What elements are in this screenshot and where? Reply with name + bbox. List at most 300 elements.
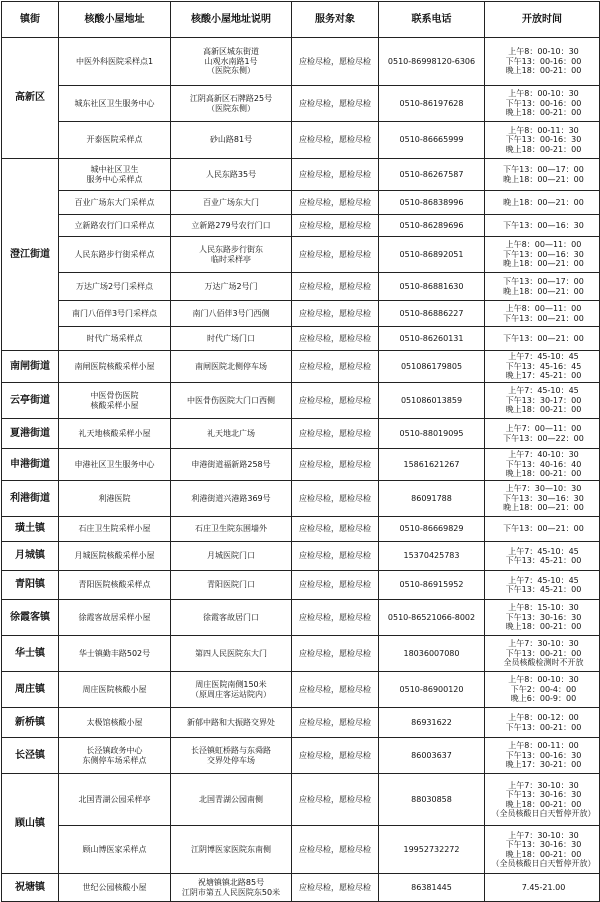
table-row (2, 600, 600, 636)
table-row (2, 449, 600, 481)
open-hours-line: 上午7：30-10：30 (508, 780, 579, 790)
service-target: 应检尽检，愿检尽检 (292, 301, 379, 327)
site-address-note-line: 人民东路35号 (205, 169, 257, 179)
open-hours-line: 晚上18：00-21：00 (505, 144, 582, 154)
open-hours (485, 273, 600, 301)
town-name: 高新区 (2, 38, 59, 159)
contact-phone: 86381445 (379, 874, 485, 902)
town-name: 利港街道 (2, 481, 59, 517)
site-address-note-line: 周庄医院南侧150米 (195, 680, 267, 689)
contact-phone: 0510-86881630 (379, 273, 485, 301)
site-address-note-line: 月城医院门口 (207, 551, 255, 561)
site-address (59, 708, 171, 738)
contact-phone: 0510-86838996 (379, 191, 485, 215)
site-address-line: 礼天地核酸采样小屋 (78, 428, 151, 438)
service-target: 应检尽检，愿检尽检 (292, 38, 379, 86)
open-hours-line: 下午13：30—16：30 (503, 493, 584, 503)
site-address-line: 北国青湖公园采样亭 (78, 794, 151, 804)
site-address-line: 月城医院核酸采样小屋 (74, 551, 155, 561)
open-hours-line: 上午8：00—11：00 (505, 240, 582, 250)
open-hours-line: 晚上18：00—21：00 (503, 259, 584, 269)
open-hours (485, 191, 600, 215)
site-address-line: 万达广场2号门采样点 (75, 281, 154, 291)
site-address-line: 太极馆核酸小屋 (86, 717, 143, 727)
site-address-note-line: 徐霞客故居门口 (203, 612, 259, 622)
contact-phone: 86003637 (379, 738, 485, 774)
contact-phone: 86091788 (379, 481, 485, 517)
table-row (2, 517, 600, 542)
service-target: 应检尽检，愿检尽检 (292, 273, 379, 301)
site-address-note (171, 327, 292, 351)
contact-phone: 15370425783 (379, 542, 485, 571)
open-hours-line: 下午13：00—21：00 (503, 313, 584, 323)
contact-phone: 0510-86669829 (379, 517, 485, 542)
open-hours-line: 上午7：45-10：45 (508, 352, 579, 362)
open-hours-line: （全员核酸日白天暂停开放） (491, 809, 596, 818)
service-target: 应检尽检，愿检尽检 (292, 517, 379, 542)
open-hours-line: 下午13：30-17：00 (505, 395, 582, 405)
table-row (2, 826, 600, 874)
site-address (59, 419, 171, 449)
site-address-note-line: 北国青湖公园南侧 (199, 794, 263, 804)
open-hours-line: 上午8：00-10：30 (508, 47, 579, 57)
town-name: 新桥镇 (2, 708, 59, 738)
header-address: 核酸小屋地址 (59, 2, 171, 38)
site-address-note-line: （原周庄客运站院内） (191, 689, 271, 699)
site-address-line: 城东社区卫生服务中心 (74, 98, 155, 108)
open-hours-line: 晚上18：00—21：00 (503, 197, 584, 207)
site-address (59, 738, 171, 774)
open-hours (485, 826, 600, 874)
site-address-note-line: 长泾镇虹桥路与东舜路 (191, 746, 271, 755)
site-address-note (171, 38, 292, 86)
site-address-note (171, 301, 292, 327)
site-address (59, 237, 171, 273)
service-target: 应检尽检，愿检尽检 (292, 159, 379, 191)
site-address-line: 周庄医院核酸小屋 (82, 684, 147, 694)
open-hours (485, 327, 600, 351)
town-name: 华士镇 (2, 636, 59, 672)
open-hours-line: 下午13：00—17：00 (503, 277, 584, 286)
table-row (2, 738, 600, 774)
site-address-line: 南门八佰伴3号门采样点 (71, 308, 158, 318)
open-hours-line: 上午8：00-12：00 (508, 713, 579, 722)
town-name: 祝塘镇 (2, 874, 59, 902)
open-hours-line: 上午8：00-10：30 (508, 89, 579, 99)
site-address-line: 时代广场采样点 (86, 333, 143, 343)
site-address-note (171, 351, 292, 383)
site-address-note (171, 86, 292, 122)
open-hours-line: 下午13：00-16：30 (505, 750, 582, 760)
site-address-line: 东侧停车场采样点 (82, 755, 147, 765)
table-row (2, 159, 600, 191)
service-target: 应检尽检，愿检尽检 (292, 449, 379, 481)
open-hours-line: 上午7：45-10：45 (508, 575, 579, 585)
site-address-note (171, 708, 292, 738)
table-row (2, 191, 600, 215)
open-hours-line: 7.45-21.00 (521, 882, 566, 892)
contact-phone: 18036007080 (379, 636, 485, 672)
site-address-note-line: 江阴市第五人民医院东50米 (181, 887, 281, 897)
site-address-line: 服务中心采样点 (86, 174, 143, 184)
site-address-line: 石庄卫生院采样小屋 (78, 524, 151, 534)
site-address (59, 481, 171, 517)
site-address-note (171, 191, 292, 215)
site-address-note (171, 449, 292, 481)
site-address-line: 核酸采样小屋 (90, 400, 139, 410)
site-address-line: 立新路农行门口采样点 (74, 220, 155, 230)
site-address (59, 327, 171, 351)
header-address-note: 核酸小屋地址说明 (171, 2, 292, 38)
open-hours-line: 晚上17：45-21：00 (505, 371, 582, 381)
site-address (59, 351, 171, 383)
service-target: 应检尽检，愿检尽检 (292, 481, 379, 517)
service-target: 应检尽检，愿检尽检 (292, 215, 379, 237)
site-address-note (171, 419, 292, 449)
site-address-note (171, 672, 292, 708)
open-hours-line: （全员核酸日白天暂停开放） (491, 859, 596, 868)
town-name: 澄江街道 (2, 159, 59, 351)
open-hours-line: 晚上18：00-21：00 (505, 108, 582, 118)
site-address-line: 南闸医院核酸采样小屋 (74, 361, 155, 371)
contact-phone: 0510-88019095 (379, 419, 485, 449)
open-hours-line: 晚上17：30-21：00 (505, 760, 582, 770)
site-address-line: 徐霞客故居采样小屋 (78, 612, 151, 622)
test-site-table (1, 1, 600, 902)
open-hours-line: 上午8：00-10：30 (508, 675, 579, 685)
open-hours (485, 738, 600, 774)
site-address (59, 191, 171, 215)
open-hours-line: 上午7：30-10：30 (508, 639, 579, 649)
open-hours (485, 874, 600, 902)
open-hours-line: 下午13：40-16：40 (505, 459, 582, 469)
open-hours-line: 上午8：00-11：30 (508, 125, 579, 135)
site-address-note (171, 826, 292, 874)
site-address-note (171, 273, 292, 301)
site-address-line: 顾山博医家采样点 (82, 844, 147, 854)
open-hours (485, 636, 600, 672)
site-address (59, 636, 171, 672)
site-address-line: 申港社区卫生服务中心 (74, 459, 155, 469)
site-address-note-line: 时代广场门口 (207, 333, 255, 343)
open-hours (485, 774, 600, 826)
table-row (2, 708, 600, 738)
town-name: 云亭街道 (2, 383, 59, 419)
site-address-note (171, 481, 292, 517)
site-address (59, 38, 171, 86)
open-hours (485, 215, 600, 237)
table-row (2, 301, 600, 327)
service-target: 应检尽检，愿检尽检 (292, 351, 379, 383)
service-target: 应检尽检，愿检尽检 (292, 874, 379, 902)
site-address-note-line: 交界处停车场 (207, 755, 255, 765)
contact-phone: 0510-86915952 (379, 571, 485, 600)
open-hours-line: 上午8：15-10：30 (508, 603, 579, 613)
site-address-line: 华士镇勤丰路502号 (78, 648, 151, 658)
service-target: 应检尽检，愿检尽检 (292, 419, 379, 449)
table-row (2, 86, 600, 122)
service-target: 应检尽检，愿检尽检 (292, 86, 379, 122)
site-address (59, 86, 171, 122)
open-hours-line: 下午13：45-21：00 (505, 556, 582, 565)
open-hours-line: 下午13：45-16：45 (505, 361, 582, 371)
open-hours (485, 38, 600, 86)
service-target: 应检尽检，愿检尽检 (292, 237, 379, 273)
service-target: 应检尽检，愿检尽检 (292, 672, 379, 708)
contact-phone: 0510-86665999 (379, 122, 485, 159)
site-address (59, 874, 171, 902)
site-address-note-line: 江阴博医家医院东南侧 (191, 844, 271, 854)
service-target: 应检尽检，愿检尽检 (292, 738, 379, 774)
site-address-note-line: 临时采样亭 (211, 254, 251, 264)
site-address-note (171, 122, 292, 159)
site-address-note-line: 高新区城东街道 (203, 47, 259, 57)
open-hours (485, 159, 600, 191)
table-row (2, 874, 600, 902)
site-address-note (171, 636, 292, 672)
site-address-note-line: 中医骨伤医院大门口西侧 (187, 395, 275, 405)
header-row (2, 2, 600, 38)
service-target: 应检尽检，愿检尽检 (292, 122, 379, 159)
open-hours-line: 下午13：00—17：00 (503, 165, 584, 174)
contact-phone: 0510-86892051 (379, 237, 485, 273)
site-address-note-line: 江阴高新区石牌路25号 (189, 94, 273, 103)
open-hours (485, 351, 600, 383)
town-name: 长泾镇 (2, 738, 59, 774)
open-hours-line: 上午7：45-10：45 (508, 546, 579, 556)
site-address-note (171, 383, 292, 419)
site-address-note-line: 申港街道福新路258号 (191, 459, 271, 469)
open-hours-line: 下午13：00—16：30 (503, 220, 584, 230)
site-address-line: 青阳医院核酸采样点 (78, 580, 151, 590)
contact-phone: 86931622 (379, 708, 485, 738)
service-target: 应检尽检，愿检尽检 (292, 542, 379, 571)
open-hours-line: 晚上6：00-9：00 (510, 694, 577, 704)
open-hours (485, 419, 600, 449)
open-hours-line: 下午13：00—21：00 (503, 333, 584, 343)
town-name: 申港街道 (2, 449, 59, 481)
site-address-note (171, 215, 292, 237)
table-row (2, 327, 600, 351)
site-address-line: 中医骨伤医院 (90, 391, 139, 400)
table-row (2, 273, 600, 301)
open-hours-line: 下午13：00-16：30 (505, 135, 582, 145)
open-hours (485, 301, 600, 327)
open-hours (485, 481, 600, 517)
site-address-line: 开泰医院采样点 (86, 135, 143, 145)
open-hours (485, 517, 600, 542)
service-target: 应检尽检，愿检尽检 (292, 636, 379, 672)
open-hours-line: 下午13：00-21：00 (505, 722, 582, 732)
open-hours-line: 下午13：00-16：00 (505, 98, 582, 108)
site-address-line: 长泾镇政务中心 (86, 746, 143, 755)
open-hours-line: 下午13：00-16：00 (505, 56, 582, 66)
site-address-line: 世纪公园核酸小屋 (82, 882, 147, 892)
town-name: 顾山镇 (2, 774, 59, 874)
site-address (59, 542, 171, 571)
site-address-note-line: 南门八佰伴3号门西侧 (192, 308, 270, 318)
table-row (2, 571, 600, 600)
table-row (2, 542, 600, 571)
town-name: 夏港街道 (2, 419, 59, 449)
site-address-note (171, 571, 292, 600)
contact-phone: 051086179805 (379, 351, 485, 383)
open-hours-line: 下午13：00-21：00 (505, 648, 582, 658)
open-hours (485, 708, 600, 738)
service-target: 应检尽检，愿检尽检 (292, 826, 379, 874)
open-hours-line: 上午7：30-10：30 (508, 830, 579, 840)
contact-phone: 88030858 (379, 774, 485, 826)
open-hours-line: 晚上18：00—21：00 (503, 503, 584, 513)
site-address (59, 273, 171, 301)
open-hours-line: 全员核酸检测时不开放 (503, 658, 584, 668)
contact-phone: 15861621267 (379, 449, 485, 481)
site-address-note (171, 874, 292, 902)
open-hours (485, 237, 600, 273)
table-row (2, 351, 600, 383)
site-address-note (171, 542, 292, 571)
open-hours-line: 晚上18：00-21：00 (505, 469, 582, 479)
open-hours (485, 600, 600, 636)
site-address-line: 城中社区卫生 (90, 165, 139, 174)
table-row (2, 774, 600, 826)
site-address (59, 826, 171, 874)
site-address (59, 383, 171, 419)
site-address-note-line: （医院东侧） (207, 66, 255, 76)
site-address-note-line: 百业广场东大门 (203, 197, 259, 207)
site-address-note-line: 利港街道兴港路369号 (191, 493, 271, 503)
site-address-note-line: 砂山路81号 (209, 135, 253, 145)
contact-phone: 0510-86197628 (379, 86, 485, 122)
town-name: 周庄镇 (2, 672, 59, 708)
site-address-line: 人民东路步行街采样点 (74, 249, 155, 259)
contact-phone: 0510-86886227 (379, 301, 485, 327)
open-hours (485, 383, 600, 419)
site-address-note (171, 517, 292, 542)
site-address (59, 517, 171, 542)
open-hours-line: 晚上18：00—21：00 (503, 286, 584, 296)
site-address-line: 利港医院 (98, 493, 131, 503)
table-row (2, 237, 600, 273)
table-row (2, 481, 600, 517)
site-address-note-line: 礼天地北广场 (207, 428, 255, 438)
town-name: 月城镇 (2, 542, 59, 571)
open-hours-line: 晚上18：00-21：00 (505, 405, 582, 415)
site-address-note (171, 600, 292, 636)
header-town: 镇街 (2, 2, 59, 38)
service-target: 应检尽检，愿检尽检 (292, 191, 379, 215)
open-hours-line: 下午13：00—21：00 (503, 524, 584, 534)
open-hours-line: 下午2：00-4：00 (510, 684, 577, 694)
contact-phone: 0510-86900120 (379, 672, 485, 708)
site-address-note (171, 159, 292, 191)
site-address-note-line: 祝塘镇镇北路85号 (197, 878, 265, 887)
open-hours-line: 上午7：30—10：30 (505, 484, 582, 494)
open-hours-line: 下午13：30-16：30 (505, 840, 582, 849)
open-hours-line: 上午7：45-10：45 (508, 386, 579, 396)
open-hours (485, 449, 600, 481)
service-target: 应检尽检，愿检尽检 (292, 571, 379, 600)
site-address (59, 672, 171, 708)
header-service-target: 服务对象 (292, 2, 379, 38)
contact-phone: 051086013859 (379, 383, 485, 419)
site-address-note-line: 新郁中路和大振路交界处 (187, 717, 275, 727)
open-hours-line: 晚上18：00-21：00 (505, 799, 582, 809)
site-address (59, 571, 171, 600)
service-target: 应检尽检，愿检尽检 (292, 600, 379, 636)
table-row (2, 383, 600, 419)
service-target: 应检尽检，愿检尽检 (292, 774, 379, 826)
town-name: 南闸街道 (2, 351, 59, 383)
site-address-note (171, 738, 292, 774)
site-address-note (171, 237, 292, 273)
open-hours-line: 下午13：00—22：00 (503, 433, 584, 443)
site-address (59, 215, 171, 237)
site-address-note (171, 774, 292, 826)
contact-phone: 19952732272 (379, 826, 485, 874)
open-hours-line: 晚上18：00-21：00 (505, 849, 582, 859)
open-hours (485, 672, 600, 708)
open-hours-line: 晚上18：00-21：00 (505, 66, 582, 76)
site-address-note-line: 山观水南路1号 (204, 56, 258, 66)
site-address-note-line: 南闸医院北侧停车场 (195, 361, 267, 371)
contact-phone: 0510-86289696 (379, 215, 485, 237)
open-hours-line: 下午13：30-16：30 (505, 612, 582, 622)
open-hours (485, 542, 600, 571)
open-hours-line: 下午13：30-16：30 (505, 790, 582, 799)
site-address-note-line: 青阳医院门口 (207, 580, 255, 590)
open-hours (485, 571, 600, 600)
town-name: 青阳镇 (2, 571, 59, 600)
open-hours-line: 上午7：00—11：00 (505, 424, 582, 433)
site-address-note-line: 万达广场2号门 (204, 281, 258, 291)
site-address-line: 百业广场东大门采样点 (74, 197, 155, 207)
open-hours-line: 上午8：00—11：00 (505, 304, 582, 313)
town-name: 徐霞客镇 (2, 600, 59, 636)
site-address-note-line: （医院东侧） (207, 103, 255, 113)
header-open-hours: 开放时间 (485, 2, 600, 38)
service-target: 应检尽检，愿检尽检 (292, 327, 379, 351)
service-target: 应检尽检，愿检尽检 (292, 708, 379, 738)
site-address (59, 600, 171, 636)
site-address (59, 122, 171, 159)
open-hours-line: 上午8：00-11：00 (508, 741, 579, 751)
site-address-note-line: 第四人民医院东大门 (195, 648, 267, 658)
contact-phone: 0510-86267587 (379, 159, 485, 191)
open-hours (485, 122, 600, 159)
contact-phone: 0510-86521066-8002 (379, 600, 485, 636)
site-address (59, 449, 171, 481)
open-hours-line: 晚上18：00—21：00 (503, 174, 584, 184)
site-address (59, 301, 171, 327)
site-address (59, 159, 171, 191)
open-hours (485, 86, 600, 122)
open-hours-line: 晚上18：00-21：00 (505, 622, 582, 632)
site-address-line: 中医外科医院采样点1 (75, 56, 154, 66)
contact-phone: 0510-86260131 (379, 327, 485, 351)
site-address-note-line: 立新路279号农行门口 (191, 220, 271, 230)
site-address-note-line: 人民东路步行街东 (199, 245, 263, 254)
header-phone: 联系电话 (379, 2, 485, 38)
contact-phone: 0510-86998120-6306 (379, 38, 485, 86)
table-row (2, 672, 600, 708)
town-name: 璜土镇 (2, 517, 59, 542)
table-row (2, 122, 600, 159)
service-target: 应检尽检，愿检尽检 (292, 383, 379, 419)
table-body (2, 38, 600, 902)
table-row (2, 38, 600, 86)
site-address (59, 774, 171, 826)
